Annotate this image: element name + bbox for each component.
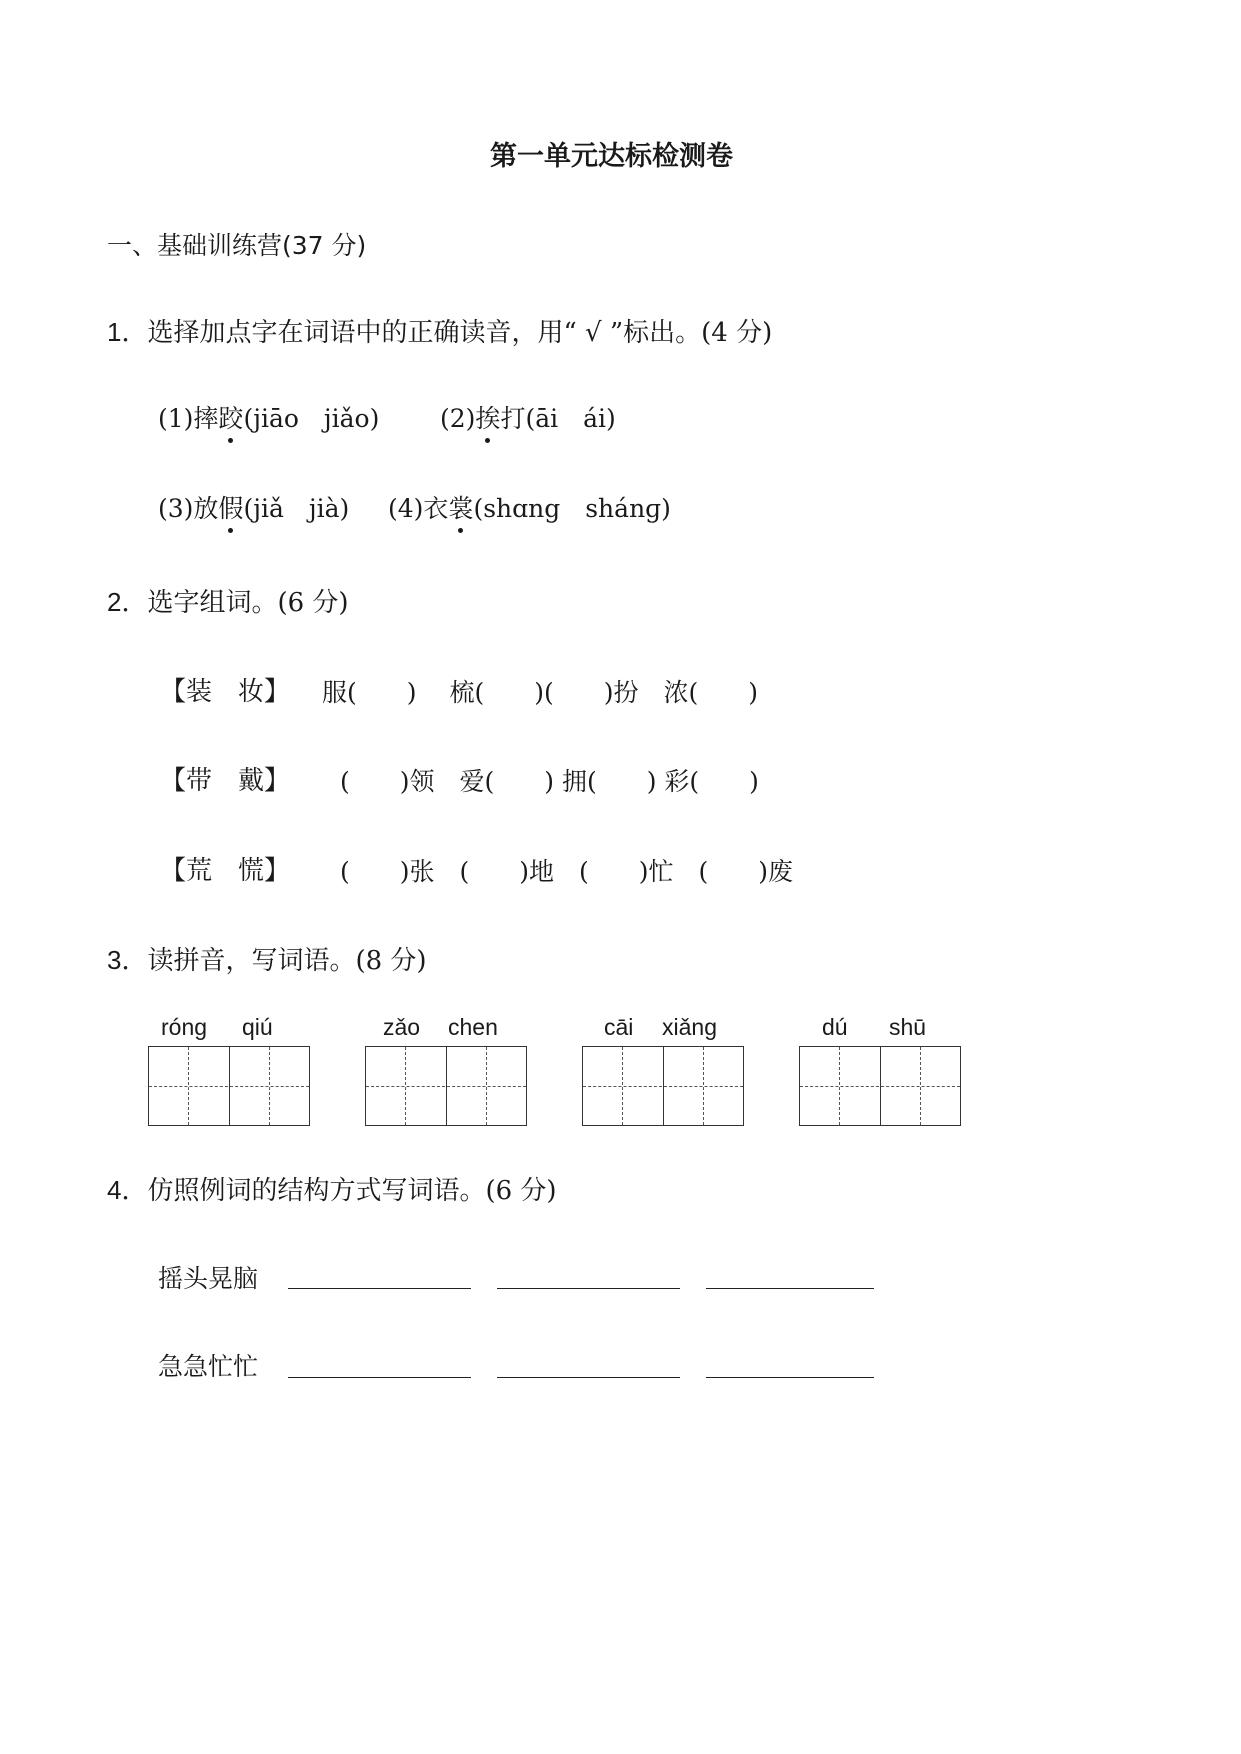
writing-grid[interactable] xyxy=(148,1046,310,1126)
pinyin-label: chen xyxy=(448,1014,498,1040)
dotted-character: 跤 xyxy=(218,399,243,435)
pinyin-label: qiú xyxy=(242,1014,273,1040)
question-text: 仿照例词的结构方式写词语。(6 分) xyxy=(147,1176,557,1206)
pinyin-label: dú xyxy=(822,1014,848,1040)
question-number: 4． xyxy=(107,1175,148,1205)
pinyin-label: rónɡ xyxy=(161,1014,208,1040)
item-prefix: (3)放 xyxy=(158,494,219,523)
q2-row-2-content: ( )领 爱( ) 拥( ) 彩( ) xyxy=(340,767,759,796)
item-options: 打(āi ái) xyxy=(500,404,616,433)
question-number: 2． xyxy=(107,587,148,617)
question-3 xyxy=(107,940,427,977)
page-title: 第一单元达标检测卷 xyxy=(490,141,733,172)
item-options: (jiǎ jià) xyxy=(243,494,350,523)
question-text: 选择加点字在词语中的正确读音，用“ √ ”标出。(4 分) xyxy=(147,318,773,348)
answer-line[interactable] xyxy=(706,1377,874,1378)
item-prefix: (2) xyxy=(440,404,476,433)
question-number: 1． xyxy=(107,317,148,347)
pinyin-label: xiǎnɡ xyxy=(662,1014,717,1040)
q1-item-1 xyxy=(158,399,379,435)
answer-line[interactable] xyxy=(288,1377,471,1378)
item-prefix: (1)摔 xyxy=(158,404,219,433)
q1-item-4 xyxy=(388,489,671,525)
answer-line[interactable] xyxy=(288,1288,471,1289)
question-text: 读拼音，写词语。(8 分) xyxy=(147,946,427,976)
answer-line[interactable] xyxy=(706,1288,874,1289)
answer-line[interactable] xyxy=(497,1377,680,1378)
q2-row-2-label: 【带 戴】 xyxy=(160,766,291,796)
pinyin-label: shū xyxy=(889,1014,927,1040)
question-number: 3． xyxy=(107,945,148,975)
section-heading: 一、基础训练营(37 分) xyxy=(107,231,367,260)
pinyin-label: cāi xyxy=(604,1014,634,1040)
q2-row-3-label: 【荒 慌】 xyxy=(160,856,291,886)
pinyin-label: zǎo xyxy=(383,1014,421,1040)
q1-item-2 xyxy=(440,399,616,435)
example-word: 急急忙忙 xyxy=(158,1352,259,1381)
item-prefix: (4)衣 xyxy=(388,494,449,523)
q2-row-1-content: 服( ) 梳( )( )扮 浓( ) xyxy=(322,678,758,707)
question-2 xyxy=(107,582,349,619)
q2-row-1-label: 【装 妆】 xyxy=(160,677,291,707)
question-1 xyxy=(107,312,772,349)
dotted-character: 裳 xyxy=(448,489,473,525)
writing-grid[interactable] xyxy=(582,1046,744,1126)
question-4 xyxy=(107,1170,557,1207)
writing-grid[interactable] xyxy=(799,1046,961,1126)
q2-row-3-content: ( )张 ( )地 ( )忙 ( )废 xyxy=(340,857,794,886)
answer-line[interactable] xyxy=(497,1288,680,1289)
item-options: (jiāo jiǎo) xyxy=(243,404,380,433)
writing-grid[interactable] xyxy=(365,1046,527,1126)
question-text: 选字组词。(6 分) xyxy=(147,588,349,618)
example-word: 摇头晃脑 xyxy=(158,1264,259,1293)
dotted-character: 假 xyxy=(218,489,243,525)
dotted-character: 挨 xyxy=(475,399,500,435)
item-options: (shɑng shánɡ) xyxy=(473,494,671,523)
q1-item-3 xyxy=(158,489,349,525)
